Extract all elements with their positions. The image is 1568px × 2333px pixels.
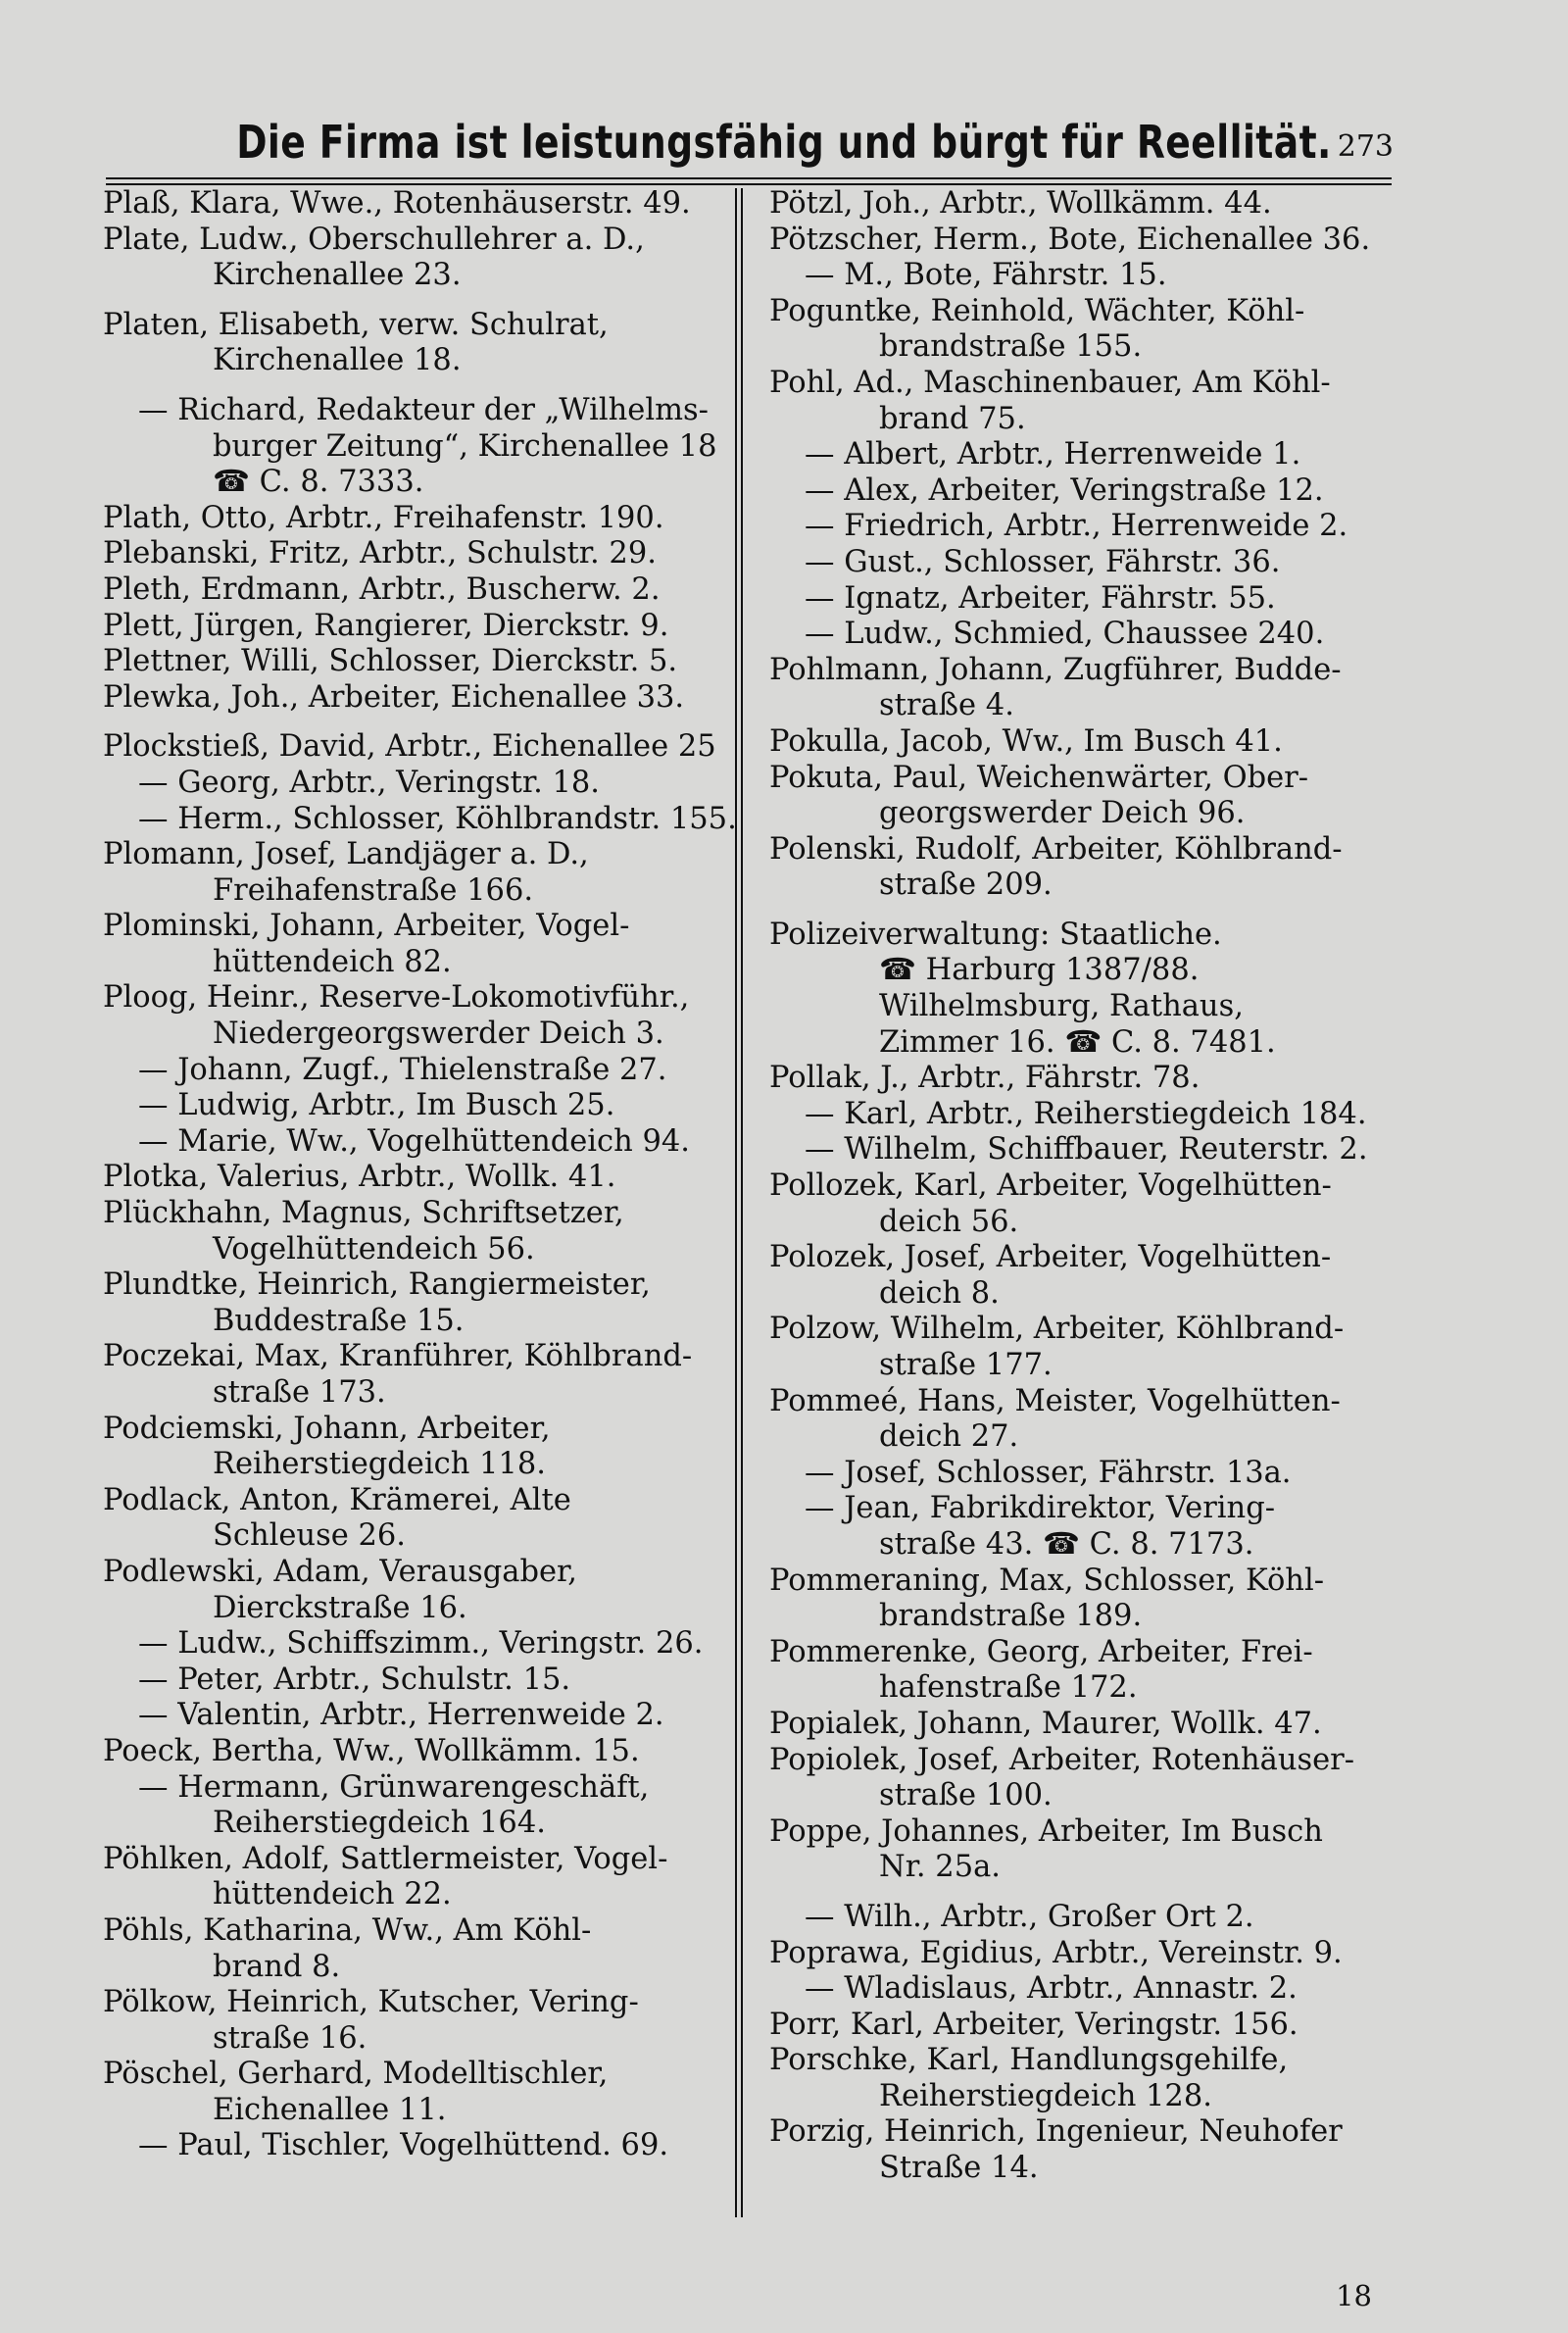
- directory-entry: [769, 832, 1396, 904]
- entry-continuation-line: hüttendeich 22.: [213, 1877, 452, 1912]
- directory-entry: [769, 223, 1396, 259]
- directory-entry: [103, 909, 730, 980]
- directory-entry: [103, 1913, 730, 1985]
- entry-continuation-line: deich 56.: [879, 1204, 1019, 1239]
- entry-line: — Jean, Fabrikdirektor, Vering-: [805, 1491, 1276, 1526]
- directory-entry: [769, 509, 1396, 545]
- directory-entry: [769, 258, 1396, 294]
- directory-entry: [103, 393, 730, 501]
- entry-line: Pohl, Ad., Maschinenbauer, Am Köhl-: [769, 365, 1331, 400]
- entry-line: Pöhls, Katharina, Ww., Am Köhl-: [103, 1912, 592, 1948]
- entry-line: Pöschel, Gerhard, Modelltischler,: [103, 2057, 609, 2092]
- directory-entry: [769, 1900, 1396, 1936]
- entry-line: — Georg, Arbtr., Veringstr. 18.: [138, 765, 600, 800]
- entry-line: Podciemski, Johann, Arbeiter,: [103, 1411, 551, 1446]
- entry-line: Plate, Ludw., Oberschullehrer a. D.,: [103, 222, 645, 257]
- directory-entry: [103, 1483, 730, 1555]
- directory-entry: [103, 1160, 730, 1196]
- entry-continuation-line: brandstraße 155.: [879, 329, 1143, 365]
- entry-line: — Ludwig, Arbtr., Im Busch 25.: [138, 1088, 615, 1123]
- directory-entry: [769, 724, 1396, 761]
- entry-line: Plückhahn, Magnus, Schriftsetzer,: [103, 1196, 624, 1231]
- directory-entry: [769, 918, 1396, 1061]
- entry-line: Plett, Jürgen, Rangierer, Dierckstr. 9.: [103, 608, 669, 643]
- directory-entry: [103, 1053, 730, 1089]
- entry-line: Pollak, J., Arbtr., Fährstr. 78.: [769, 1061, 1200, 1096]
- signature-number: 18: [1336, 2279, 1372, 2312]
- column-divider-right: [741, 188, 743, 2217]
- entry-line: Pommeraning, Max, Schlosser, Köhl-: [769, 1563, 1325, 1598]
- right-column: [769, 186, 1396, 2187]
- left-column: [103, 186, 737, 2164]
- entry-line: Polizeiverwaltung: Staatliche.: [769, 917, 1222, 952]
- directory-entry: [769, 1971, 1396, 2008]
- directory-entry: [103, 1267, 730, 1339]
- directory-entry: [769, 1491, 1396, 1563]
- directory-entry: [103, 1663, 730, 1699]
- entry-line: — Gust., Schlosser, Fährstr. 36.: [805, 544, 1281, 579]
- directory-entry: [103, 1626, 730, 1663]
- page-header-title: Die Firma ist leistungsfähig und bürgt für Reellität.: [236, 116, 1332, 169]
- directory-entry: [103, 1698, 730, 1734]
- entry-continuation-line: Kirchenallee 18.: [213, 343, 462, 378]
- entry-continuation-line: ☎ C. 8. 7333.: [213, 465, 424, 500]
- column-divider-left: [735, 188, 737, 2217]
- entry-line: — Johann, Zugf., Thielenstraße 27.: [138, 1052, 667, 1087]
- directory-entry: [769, 617, 1396, 653]
- directory-entry: [103, 644, 730, 680]
- directory-entry: [103, 1842, 730, 1913]
- entry-line: — Wilhelm, Schiffbauer, Reuterstr. 2.: [805, 1132, 1368, 1167]
- entry-continuation-line: Nr. 25a.: [879, 1850, 1001, 1885]
- entry-line: Porzig, Heinrich, Ingenieur, Neuhofer: [769, 2114, 1343, 2150]
- entry-line: Plundtke, Heinrich, Rangiermeister,: [103, 1267, 651, 1303]
- entry-line: — Wladislaus, Arbtr., Annastr. 2.: [805, 1971, 1298, 2007]
- entry-line: Plath, Otto, Arbtr., Freihafenstr. 190.: [103, 500, 664, 535]
- entry-line: — Albert, Arbtr., Herrenweide 1.: [805, 437, 1301, 472]
- directory-entry: [769, 2043, 1396, 2114]
- entry-line: — Ludw., Schmied, Chaussee 240.: [805, 617, 1325, 652]
- entry-continuation-line: straße 43. ☎ C. 8. 7173.: [879, 1526, 1254, 1562]
- entry-line: — Alex, Arbeiter, Veringstraße 12.: [805, 472, 1324, 508]
- entry-line: — Paul, Tischler, Vogelhüttend. 69.: [138, 2128, 669, 2163]
- entry-line: Podlewski, Adam, Verausgaber,: [103, 1554, 577, 1589]
- entry-continuation-line: brand 75.: [879, 401, 1026, 436]
- directory-entry: [103, 501, 730, 537]
- entry-continuation-line: Freihafenstraße 166.: [213, 872, 534, 908]
- directory-entry: [769, 1707, 1396, 1743]
- entry-continuation-line: Straße 14.: [879, 2151, 1039, 2186]
- entry-line: Polozek, Josef, Arbeiter, Vogelhütten-: [769, 1240, 1332, 1275]
- entry-line: — Wilh., Arbtr., Großer Ort 2.: [805, 1899, 1254, 1934]
- directory-entry: [769, 186, 1396, 223]
- entry-continuation-line: straße 4.: [879, 688, 1014, 723]
- directory-entry: [103, 572, 730, 609]
- directory-entry: [769, 437, 1396, 473]
- directory-entry: [103, 1734, 730, 1770]
- directory-entry: [103, 2057, 730, 2128]
- entry-continuation-line: Zimmer 16. ☎ C. 8. 7481.: [879, 1024, 1276, 1060]
- entry-line: Polenski, Rudolf, Arbeiter, Köhlbrand-: [769, 831, 1343, 867]
- entry-line: Pohlmann, Johann, Zugführer, Budde-: [769, 652, 1342, 687]
- directory-entry: [103, 1985, 730, 2057]
- directory-entry: [103, 1124, 730, 1161]
- directory-entry: [103, 980, 730, 1052]
- entry-line: Plettner, Willi, Schlosser, Dierckstr. 5.: [103, 644, 678, 679]
- entry-line: Plockstieß, David, Arbtr., Eichenallee 25: [103, 729, 716, 765]
- entry-continuation-line: straße 177.: [879, 1348, 1053, 1382]
- directory-entry: [769, 1168, 1396, 1240]
- entry-line: — Herm., Schlosser, Köhlbrandstr. 155.: [138, 801, 737, 836]
- page-number: 273: [1337, 129, 1394, 164]
- entry-continuation-line: ☎ Harburg 1387/88.: [879, 953, 1200, 988]
- entry-line: — Valentin, Arbtr., Herrenweide 2.: [138, 1698, 664, 1733]
- directory-entry: [769, 1061, 1396, 1097]
- entry-continuation-line: straße 100.: [879, 1778, 1053, 1813]
- directory-entry: [103, 1555, 730, 1626]
- entry-line: — Richard, Redakteur der „Wilhelms-: [138, 392, 709, 427]
- directory-entry: [769, 653, 1396, 724]
- entry-line: Poppe, Johannes, Arbeiter, Im Busch: [769, 1813, 1323, 1849]
- entry-line: Plebanski, Fritz, Arbtr., Schulstr. 29.: [103, 536, 657, 571]
- entry-line: Poczekai, Max, Kranführer, Köhlbrand-: [103, 1339, 693, 1374]
- entry-continuation-line: Dierckstraße 16.: [213, 1590, 467, 1625]
- entry-line: — Hermann, Grünwarengeschäft,: [138, 1769, 650, 1805]
- entry-continuation-line: Niedergeorgswerder Deich 3.: [213, 1017, 664, 1052]
- entry-line: Platen, Elisabeth, verw. Schulrat,: [103, 307, 609, 342]
- entry-line: Pleth, Erdmann, Arbtr., Buscherw. 2.: [103, 571, 661, 607]
- header-rule-top: [106, 177, 1392, 179]
- entry-continuation-line: deich 8.: [879, 1275, 1000, 1311]
- directory-entry: [769, 2008, 1396, 2044]
- directory-entry: [769, 366, 1396, 437]
- directory-entry: [769, 1312, 1396, 1383]
- entry-continuation-line: Reiherstiegdeich 128.: [879, 2078, 1212, 2113]
- directory-entry: [769, 761, 1396, 832]
- directory-entry: [769, 1132, 1396, 1168]
- directory-entry: [769, 1814, 1396, 1886]
- entry-continuation-line: hafenstraße 172.: [879, 1670, 1138, 1706]
- directory-entry: [103, 2128, 730, 2164]
- directory-entry: [769, 545, 1396, 581]
- directory-entry: [103, 308, 730, 379]
- directory-entry: [103, 766, 730, 802]
- entry-continuation-line: straße 16.: [213, 2020, 368, 2056]
- directory-entry: [769, 1635, 1396, 1707]
- entry-line: Podlack, Anton, Krämerei, Alte: [103, 1482, 571, 1517]
- directory-entry: [103, 680, 730, 717]
- entry-continuation-line: Wilhelmsburg, Rathaus,: [879, 989, 1244, 1024]
- entry-line: Pollozek, Karl, Arbeiter, Vogelhütten-: [769, 1168, 1332, 1204]
- directory-entry: [769, 1097, 1396, 1133]
- entry-continuation-line: hüttendeich 82.: [213, 944, 452, 979]
- entry-continuation-line: deich 27.: [879, 1419, 1019, 1455]
- entry-line: — Karl, Arbtr., Reiherstiegdeich 184.: [805, 1096, 1367, 1131]
- entry-line: — Marie, Ww., Vogelhüttendeich 94.: [138, 1123, 690, 1159]
- entry-line: — Friedrich, Arbtr., Herrenweide 2.: [805, 509, 1348, 544]
- directory-entry: [769, 1456, 1396, 1492]
- entry-line: — Ludw., Schiffszimm., Veringstr. 26.: [138, 1626, 704, 1662]
- entry-line: Porr, Karl, Arbeiter, Veringstr. 156.: [769, 2007, 1298, 2042]
- entry-continuation-line: burger Zeitung“, Kirchenallee 18: [213, 428, 717, 464]
- directory-entry: [769, 1936, 1396, 1972]
- header-rule-bottom: [106, 183, 1392, 185]
- directory-entry: [103, 1088, 730, 1124]
- entry-line: Pokuta, Paul, Weichenwärter, Ober-: [769, 760, 1309, 795]
- entry-line: Porschke, Karl, Handlungsgehilfe,: [769, 2043, 1289, 2078]
- entry-line: Plomann, Josef, Landjäger a. D.,: [103, 837, 589, 872]
- directory-entry: [103, 1770, 730, 1842]
- entry-line: Plaß, Klara, Wwe., Rotenhäuserstr. 49.: [103, 186, 691, 221]
- directory-entry: [769, 1384, 1396, 1456]
- entry-continuation-line: Reiherstiegdeich 118.: [213, 1447, 546, 1482]
- entry-line: — Josef, Schlosser, Fährstr. 13a.: [805, 1455, 1292, 1490]
- directory-entry: [769, 2114, 1396, 2186]
- entry-line: Pölkow, Heinrich, Kutscher, Vering-: [103, 1985, 639, 2020]
- directory-entry: [103, 1412, 730, 1483]
- entry-line: Plewka, Joh., Arbeiter, Eichenallee 33.: [103, 679, 685, 715]
- entry-line: — Ignatz, Arbeiter, Fährstr. 55.: [805, 580, 1276, 616]
- directory-entry: [103, 186, 730, 223]
- entry-continuation-line: Eichenallee 11.: [213, 2092, 447, 2127]
- directory-entry: [769, 1564, 1396, 1635]
- directory-entry: [769, 294, 1396, 366]
- entry-line: Plotka, Valerius, Arbtr., Wollk. 41.: [103, 1160, 616, 1195]
- entry-continuation-line: brand 8.: [213, 1949, 341, 1984]
- entry-continuation-line: brandstraße 189.: [879, 1599, 1143, 1634]
- entry-continuation-line: straße 173.: [213, 1375, 386, 1410]
- entry-line: Plominski, Johann, Arbeiter, Vogel-: [103, 909, 630, 944]
- directory-entry: [103, 729, 730, 766]
- entry-continuation-line: georgswerder Deich 96.: [879, 796, 1246, 831]
- entry-line: Polzow, Wilhelm, Arbeiter, Köhlbrand-: [769, 1312, 1345, 1347]
- entry-line: Popialek, Johann, Maurer, Wollk. 47.: [769, 1706, 1322, 1741]
- entry-line: Pötzl, Joh., Arbtr., Wollkämm. 44.: [769, 186, 1272, 221]
- entry-continuation-line: straße 209.: [879, 868, 1053, 903]
- entry-line: Pommerenke, Georg, Arbeiter, Frei-: [769, 1634, 1313, 1669]
- entry-continuation-line: Kirchenallee 23.: [213, 258, 462, 293]
- directory-entry: [103, 609, 730, 645]
- entry-line: Pöhlken, Adolf, Sattlermeister, Vogel-: [103, 1841, 668, 1876]
- directory-entry: [103, 223, 730, 294]
- directory-entry: [769, 1743, 1396, 1814]
- entry-continuation-line: Reiherstiegdeich 164.: [213, 1806, 546, 1841]
- entry-continuation-line: Buddestraße 15.: [213, 1303, 465, 1338]
- entry-continuation-line: Schleuse 26.: [213, 1518, 406, 1554]
- entry-line: — M., Bote, Fährstr. 15.: [805, 258, 1167, 293]
- directory-entry: [103, 837, 730, 909]
- directory-entry: [769, 473, 1396, 510]
- directory-entry: [103, 1339, 730, 1411]
- entry-line: Pommeé, Hans, Meister, Vogelhütten-: [769, 1383, 1341, 1418]
- entry-line: Ploog, Heinr., Reserve-Lokomotivführ.,: [103, 980, 690, 1016]
- entry-line: — Peter, Arbtr., Schulstr. 15.: [138, 1662, 571, 1697]
- entry-line: Pokulla, Jacob, Ww., Im Busch 41.: [769, 723, 1283, 759]
- directory-entry: [103, 801, 737, 838]
- entry-continuation-line: Vogelhüttendeich 56.: [213, 1231, 535, 1266]
- entry-line: Pötzscher, Herm., Bote, Eichenallee 36.: [769, 222, 1371, 257]
- entry-line: Popiolek, Josef, Arbeiter, Rotenhäuser-: [769, 1742, 1355, 1777]
- entry-line: Poeck, Bertha, Ww., Wollkämm. 15.: [103, 1733, 640, 1768]
- directory-entry: [769, 581, 1396, 618]
- directory-entry: [103, 1196, 730, 1267]
- entry-line: Poprawa, Egidius, Arbtr., Vereinstr. 9.: [769, 1935, 1343, 1970]
- directory-entry: [769, 1240, 1396, 1312]
- directory-entry: [103, 536, 730, 572]
- entry-line: Poguntke, Reinhold, Wächter, Köhl-: [769, 293, 1305, 328]
